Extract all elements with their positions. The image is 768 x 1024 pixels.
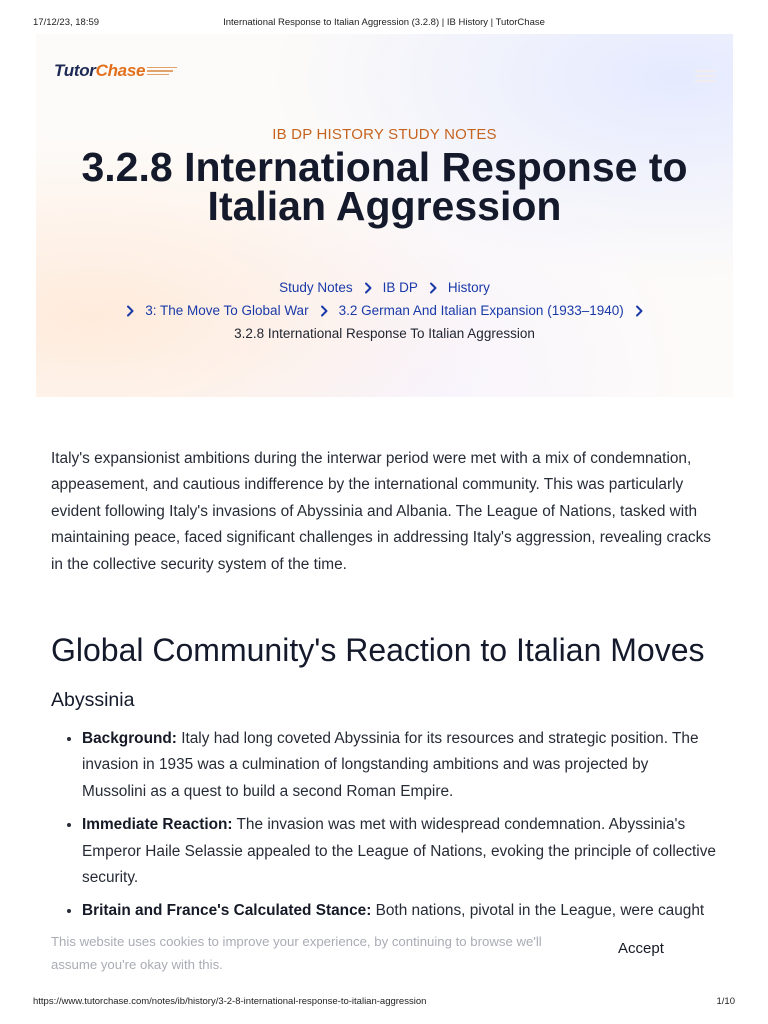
abyssinia-bullet-list [51,726,716,932]
cookie-banner [36,924,733,990]
breadcrumb-move-to-global-war[interactable]: 3: The Move To Global War [145,303,309,318]
eyebrow-label: IB DP HISTORY STUDY NOTES [272,126,497,143]
chevron-right-icon [361,281,375,295]
bullet-label: Background: [82,730,177,747]
list-item [82,726,716,805]
breadcrumb [36,276,733,345]
hero-banner [36,34,733,397]
bullet-label: Britain and France's Calculated Stance: [82,902,372,920]
section-heading: Global Community's Reaction to Italian Moves [51,632,705,668]
chevron-right-icon [123,304,137,318]
logo-lines-icon [147,67,177,76]
intro-paragraph: Italy's expansionist ambitions during the interwar period were met with a mix of condemnation, appeasement, and cautious indifference by the international community. This was particularly evident following Italy's invasions of Abyssinia and Albania. The League of Nations, tasked with maintaining peace, faced significant challenges in addressing Italy's aggression, revealing cracks in the collective security system of the time. [51,450,711,573]
page-title: 3.2.8 International Response to Italian Aggression [81,144,688,229]
hamburger-icon[interactable] [695,70,715,82]
tutorchase-logo[interactable] [54,60,177,82]
print-page-number: 1/10 [716,996,735,1007]
list-item [82,898,716,924]
logo-wordmark: TutorChase [54,61,146,80]
bullet-text: The invasion was met with widespread condemnation. Abyssinia's Emperor Haile Selassie appealed to the League of Nations, evoking the principle of collective security. [82,816,716,887]
article-content [51,446,716,920]
print-header [0,14,768,30]
print-document-title: International Response to Italian Aggression (3.2.8) | IB History | TutorChase [223,17,545,28]
sub-heading-abyssinia: Abyssinia [51,689,135,711]
chevron-right-icon [426,281,440,295]
cookie-message: This website uses cookies to improve your experience, by continuing to browse we'll assume you're okay with this. [51,934,542,972]
bullet-label: Immediate Reaction: [82,816,233,834]
breadcrumb-study-notes[interactable]: Study Notes [279,280,353,295]
chevron-right-icon [632,304,646,318]
chevron-right-icon [317,304,331,318]
breadcrumb-history[interactable]: History [447,280,490,295]
bullet-text: Both nations, pivotal in the League, were caught [371,902,705,920]
print-url: https://www.tutorchase.com/notes/ib/history/3-2-8-international-response-to-italian-aggression [33,996,427,1007]
cookie-accept-button[interactable]: Accept [618,940,664,957]
breadcrumb-german-italian-expansion[interactable]: 3.2 German And Italian Expansion (1933–1940) [338,303,624,318]
list-item [82,812,716,891]
breadcrumb-current: 3.2.8 International Response To Italian Aggression [234,326,535,341]
print-date: 17/12/23, 18:59 [33,17,100,28]
bullet-text: Italy had long coveted Abyssinia for its resources and strategic position. The invasion in 1935 was a culmination of longstanding ambitions and was projected by Mussolini as a quest to build a second Roman Empire. [82,730,699,800]
breadcrumb-ib-dp[interactable]: IB DP [382,280,418,295]
